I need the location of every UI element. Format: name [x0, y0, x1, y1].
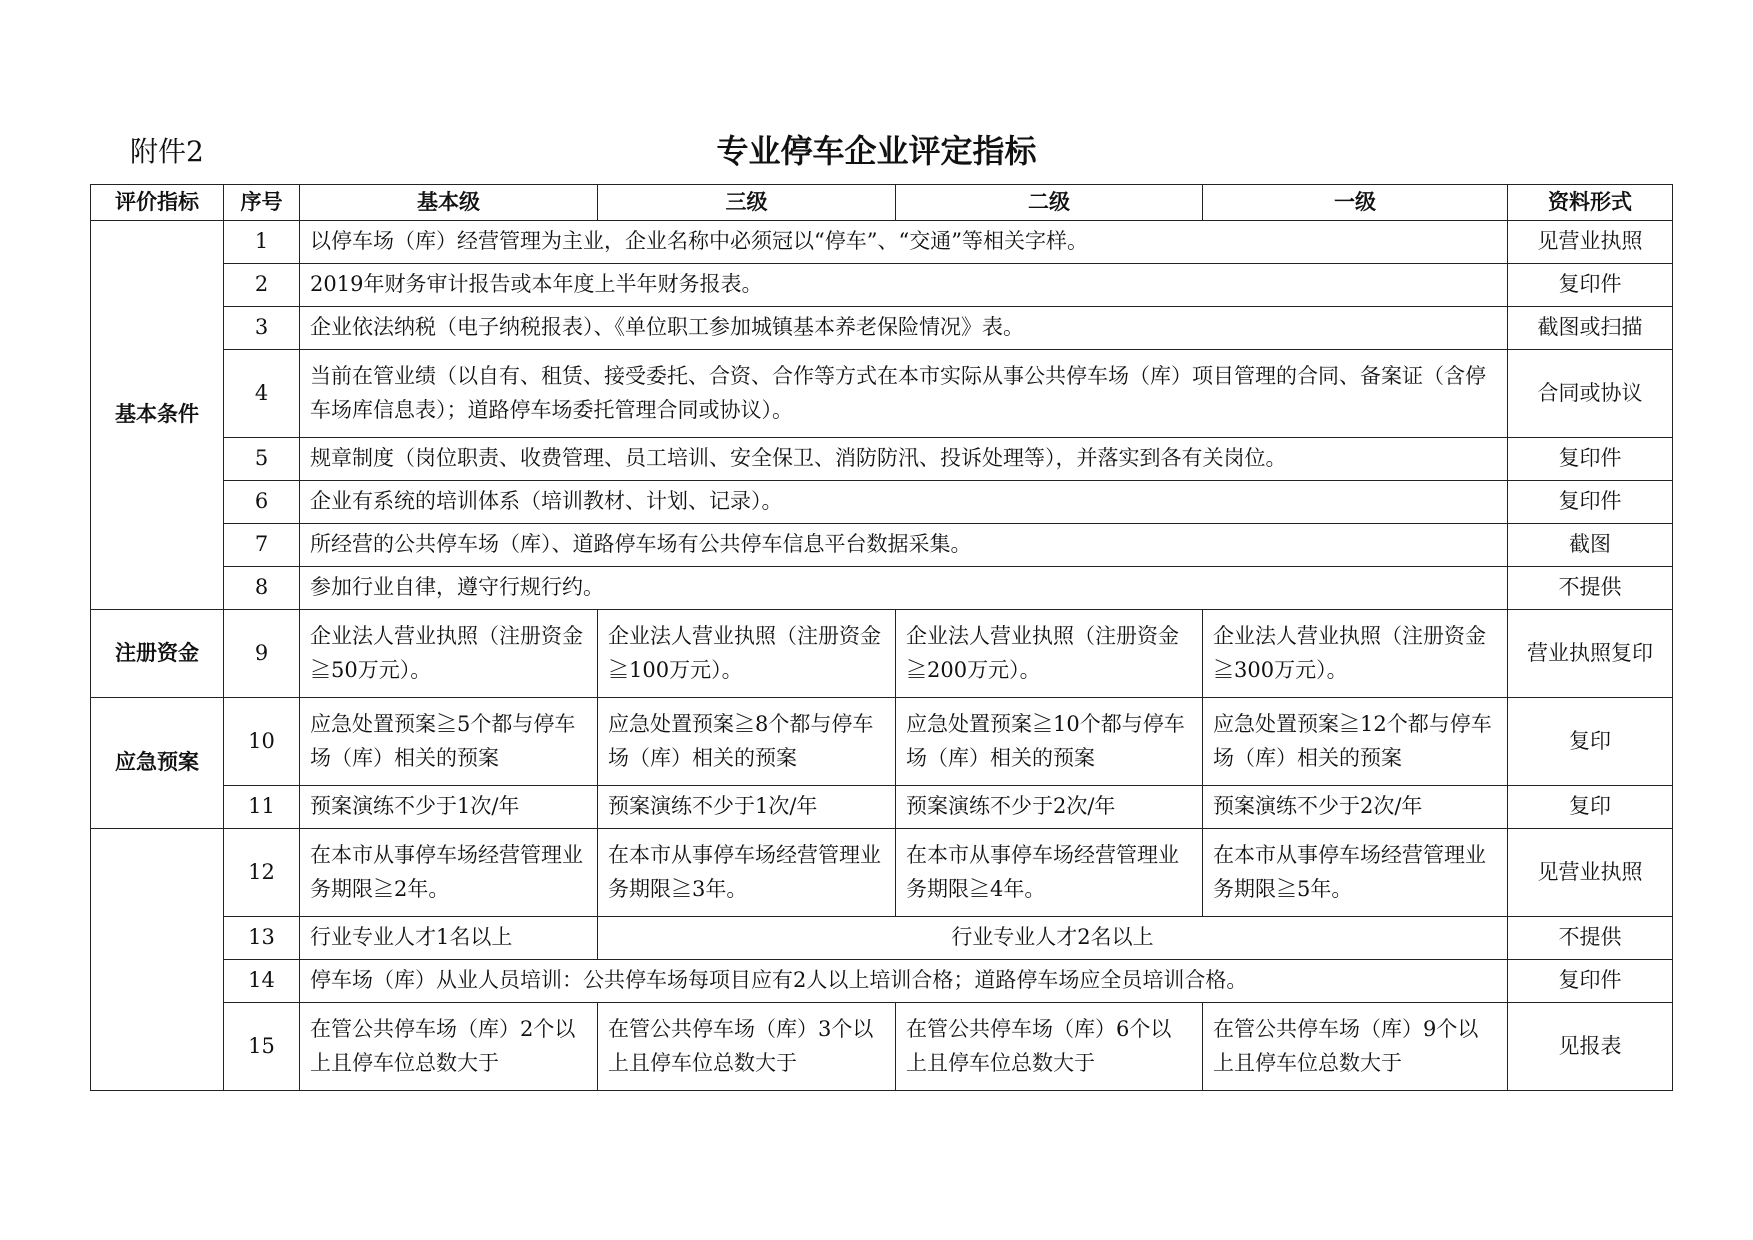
table-row: [91, 220, 1673, 263]
table-row: [91, 523, 1673, 566]
table-row: [91, 959, 1673, 1002]
header-level3: 三级: [598, 185, 896, 221]
cell-basic: 行业专业人才1名以上: [300, 916, 598, 959]
cell-level2: 企业法人营业执照（注册资金≧200万元）。: [896, 609, 1203, 697]
table-row: [91, 349, 1673, 437]
row-no: 4: [224, 349, 300, 437]
cell-basic: 应急处置预案≧5个都与停车场（库）相关的预案: [300, 697, 598, 785]
cell-level2: 在本市从事停车场经营管理业务期限≧4年。: [896, 828, 1203, 916]
row-material: 复印: [1508, 697, 1673, 785]
row-no: 7: [224, 523, 300, 566]
table-row: [91, 566, 1673, 609]
row-material: 营业执照复印: [1508, 609, 1673, 697]
cell-level1: 在管公共停车场（库）9个以上且停车位总数大于: [1203, 1002, 1508, 1090]
row-text: 参加行业自律，遵守行规行约。: [300, 566, 1508, 609]
row-text: 规章制度（岗位职责、收费管理、员工培训、安全保卫、消防防汛、投诉处理等），并落实到各有关岗位。: [300, 437, 1508, 480]
cell-level3: 预案演练不少于1次/年: [598, 785, 896, 828]
cell-level1: 预案演练不少于2次/年: [1203, 785, 1508, 828]
table-row: [91, 437, 1673, 480]
row-no: 8: [224, 566, 300, 609]
row-no: 3: [224, 306, 300, 349]
row-material: 复印件: [1508, 480, 1673, 523]
header-indicator: 评价指标: [91, 185, 224, 221]
cell-level1: 应急处置预案≧12个都与停车场（库）相关的预案: [1203, 697, 1508, 785]
row-text: 停车场（库）从业人员培训：公共停车场每项目应有2人以上培训合格；道路停车场应全员培训合格。: [300, 959, 1508, 1002]
table-row: [91, 306, 1673, 349]
row-material: 复印件: [1508, 437, 1673, 480]
row-no: 11: [224, 785, 300, 828]
header-basic: 基本级: [300, 185, 598, 221]
row-no: 5: [224, 437, 300, 480]
table-row: [91, 263, 1673, 306]
row-no: 6: [224, 480, 300, 523]
header-row: [91, 185, 1673, 221]
row-no: 14: [224, 959, 300, 1002]
row-text: 当前在管业绩（以自有、租赁、接受委托、合资、合作等方式在本市实际从事公共停车场（库）项目管理的合同、备案证（含停车场库信息表）；道路停车场委托管理合同或协议）。: [300, 349, 1508, 437]
header-material: 资料形式: [1508, 185, 1673, 221]
cell-level1: 在本市从事停车场经营管理业务期限≧5年。: [1203, 828, 1508, 916]
table-row: [91, 697, 1673, 785]
row-text: 企业依法纳税（电子纳税报表）、《单位职工参加城镇基本养老保险情况》表。: [300, 306, 1508, 349]
row-material: 不提供: [1508, 916, 1673, 959]
row-material: 截图: [1508, 523, 1673, 566]
cell-level2: 应急处置预案≧10个都与停车场（库）相关的预案: [896, 697, 1203, 785]
category-basic-conditions: 基本条件: [91, 220, 224, 609]
document-title: 专业停车企业评定指标: [716, 132, 1037, 170]
category-other: [91, 828, 224, 1090]
row-material: 见营业执照: [1508, 220, 1673, 263]
table-row: [91, 480, 1673, 523]
row-text: 2019年财务审计报告或本年度上半年财务报表。: [300, 263, 1508, 306]
cell-upper-levels: 行业专业人才2名以上: [598, 916, 1508, 959]
row-no: 2: [224, 263, 300, 306]
row-material: 复印: [1508, 785, 1673, 828]
row-no: 13: [224, 916, 300, 959]
header-level2: 二级: [896, 185, 1203, 221]
cell-level2: 预案演练不少于2次/年: [896, 785, 1203, 828]
category-emergency-plan: 应急预案: [91, 697, 224, 828]
row-no: 15: [224, 1002, 300, 1090]
row-text: 以停车场（库）经营管理为主业，企业名称中必须冠以“停车”、“交通”等相关字样。: [300, 220, 1508, 263]
cell-basic: 企业法人营业执照（注册资金≧50万元）。: [300, 609, 598, 697]
header-level1: 一级: [1203, 185, 1508, 221]
row-no: 10: [224, 697, 300, 785]
header-no: 序号: [224, 185, 300, 221]
table-row: [91, 609, 1673, 697]
cell-level3: 在本市从事停车场经营管理业务期限≧3年。: [598, 828, 896, 916]
row-text: 企业有系统的培训体系（培训教材、计划、记录）。: [300, 480, 1508, 523]
category-registered-capital: 注册资金: [91, 609, 224, 697]
cell-basic: 预案演练不少于1次/年: [300, 785, 598, 828]
cell-level3: 应急处置预案≧8个都与停车场（库）相关的预案: [598, 697, 896, 785]
row-material: 见报表: [1508, 1002, 1673, 1090]
evaluation-table: [90, 184, 1673, 1091]
cell-level3: 在管公共停车场（库）3个以上且停车位总数大于: [598, 1002, 896, 1090]
row-material: 截图或扫描: [1508, 306, 1673, 349]
cell-level1: 企业法人营业执照（注册资金≧300万元）。: [1203, 609, 1508, 697]
table-row: [91, 828, 1673, 916]
table-row: [91, 916, 1673, 959]
row-material: 复印件: [1508, 263, 1673, 306]
cell-basic: 在本市从事停车场经营管理业务期限≧2年。: [300, 828, 598, 916]
attachment-label: 附件2: [130, 135, 204, 168]
table-row: [91, 785, 1673, 828]
row-no: 12: [224, 828, 300, 916]
row-text: 所经营的公共停车场（库）、道路停车场有公共停车信息平台数据采集。: [300, 523, 1508, 566]
row-no: 1: [224, 220, 300, 263]
row-material: 合同或协议: [1508, 349, 1673, 437]
cell-level2: 在管公共停车场（库）6个以上且停车位总数大于: [896, 1002, 1203, 1090]
cell-level3: 企业法人营业执照（注册资金≧100万元）。: [598, 609, 896, 697]
row-no: 9: [224, 609, 300, 697]
table-row: [91, 1002, 1673, 1090]
row-material: 复印件: [1508, 959, 1673, 1002]
row-material: 不提供: [1508, 566, 1673, 609]
cell-basic: 在管公共停车场（库）2个以上且停车位总数大于: [300, 1002, 598, 1090]
row-material: 见营业执照: [1508, 828, 1673, 916]
